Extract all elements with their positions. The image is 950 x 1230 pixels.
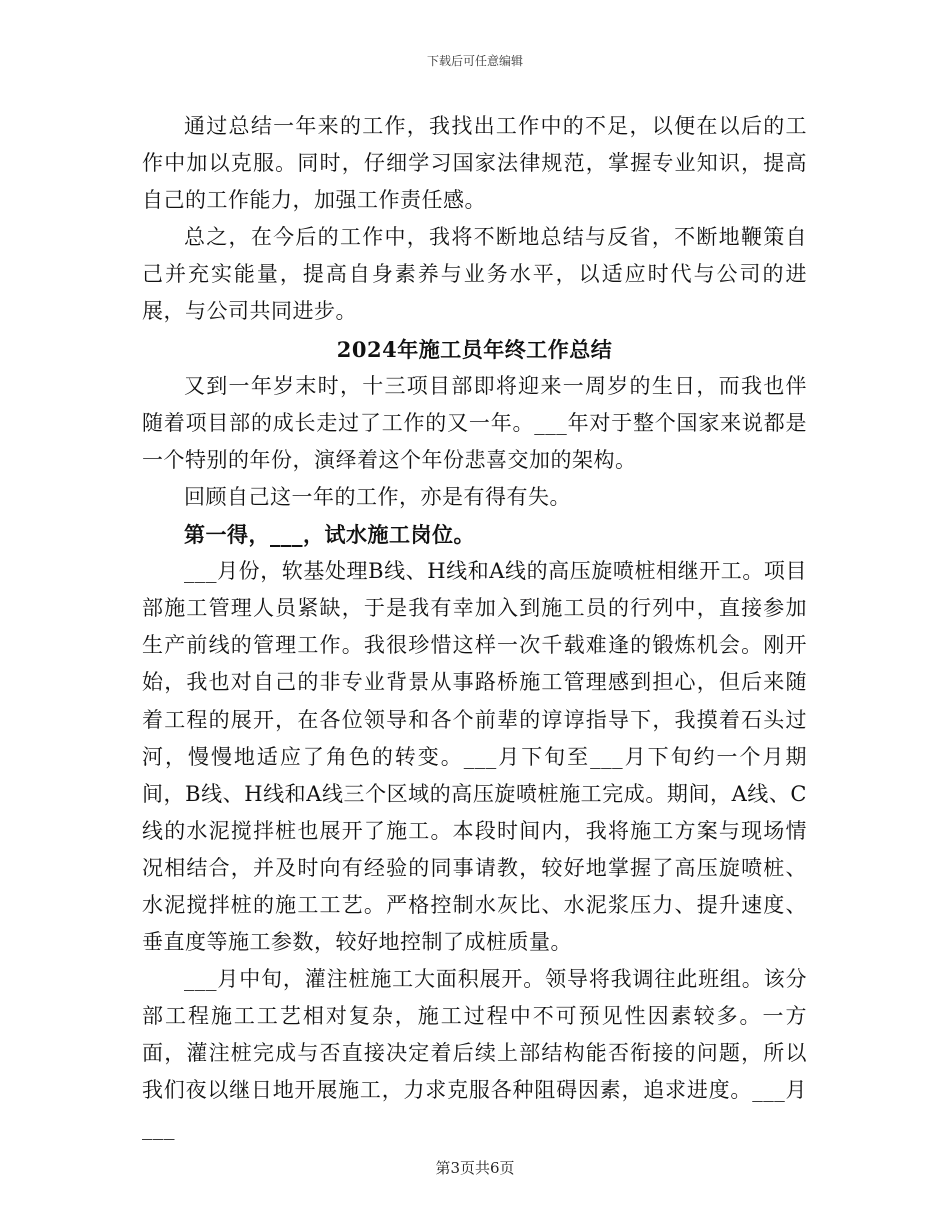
document-body: [142, 108, 807, 1147]
paragraph-intro: 又到一年岁末时，十三项目部即将迎来一周岁的生日，而我也伴随着项目部的成长走过了工作的又一年。___年对于整个国家来说都是一个特别的年份，演绎着这个年份悲喜交加的架构。: [142, 373, 807, 472]
header-note: 下载后可任意编辑: [426, 54, 523, 68]
paragraph-bored-piles: ___月中旬，灌注桩施工大面积展开。领导将我调往此班组。该分部工程施工工艺相对复杂，施工过程中不可预见性因素较多。一方面，灌注桩完成与否直接决定着后续上部结构能否衔接的问题，所以我们夜以继日地开展施工，力求克服各种阻碍因素，追求进度。___月___: [142, 967, 807, 1140]
paragraph-review: 回顾自己这一年的工作，亦是有得有失。: [184, 484, 571, 509]
subheading-first-gain: 第一得，___，试水施工岗位。: [184, 522, 475, 548]
paragraph-summary: 通过总结一年来的工作，我找出工作中的不足，以便在以后的工作中加以克服。同时，仔细学习国家法律规范，掌握专业知识，提高自己的工作能力，加强工作责任感。: [142, 114, 807, 213]
page-number: 第3页共6页: [435, 1159, 515, 1177]
paragraph-conclusion: 总之，在今后的工作中，我将不断地总结与反省，不断地鞭策自己并充实能量，提高自身素养与业务水平，以适应时代与公司的进展，与公司共同进步。: [142, 225, 807, 324]
paragraph-jet-grouting: ___月份，软基处理B线、H线和A线的高压旋喷桩相继开工。项目部施工管理人员紧缺，于是我有幸加入到施工员的行列中，直接参加生产前线的管理工作。我很珍惜这样一次千载难逢的锻炼机会。刚开始，我也对自己的非专业背景从事路桥施工管理感到担心，但后来随着工程的展开，在各位领导和各个前辈的谆谆指导下，我摸着石头过河，慢慢地适应了角色的转变。___月下旬至___月下旬约一个月期间，B线、H线和A线三个区域的高压旋喷桩施工完成。期间，A线、C线的水泥搅拌桩也展开了施工。本段时间内，我将施工方案与现场情况相结合，并及时向有经验的同事请教，较好地掌握了高压旋喷桩、水泥搅拌桩的施工工艺。严格控制水灰比、水泥浆压力、提升速度、垂直度等施工参数，较好地控制了成桩质量。: [142, 559, 807, 955]
section-title: 2024年施工员年终工作总结: [336, 336, 613, 362]
